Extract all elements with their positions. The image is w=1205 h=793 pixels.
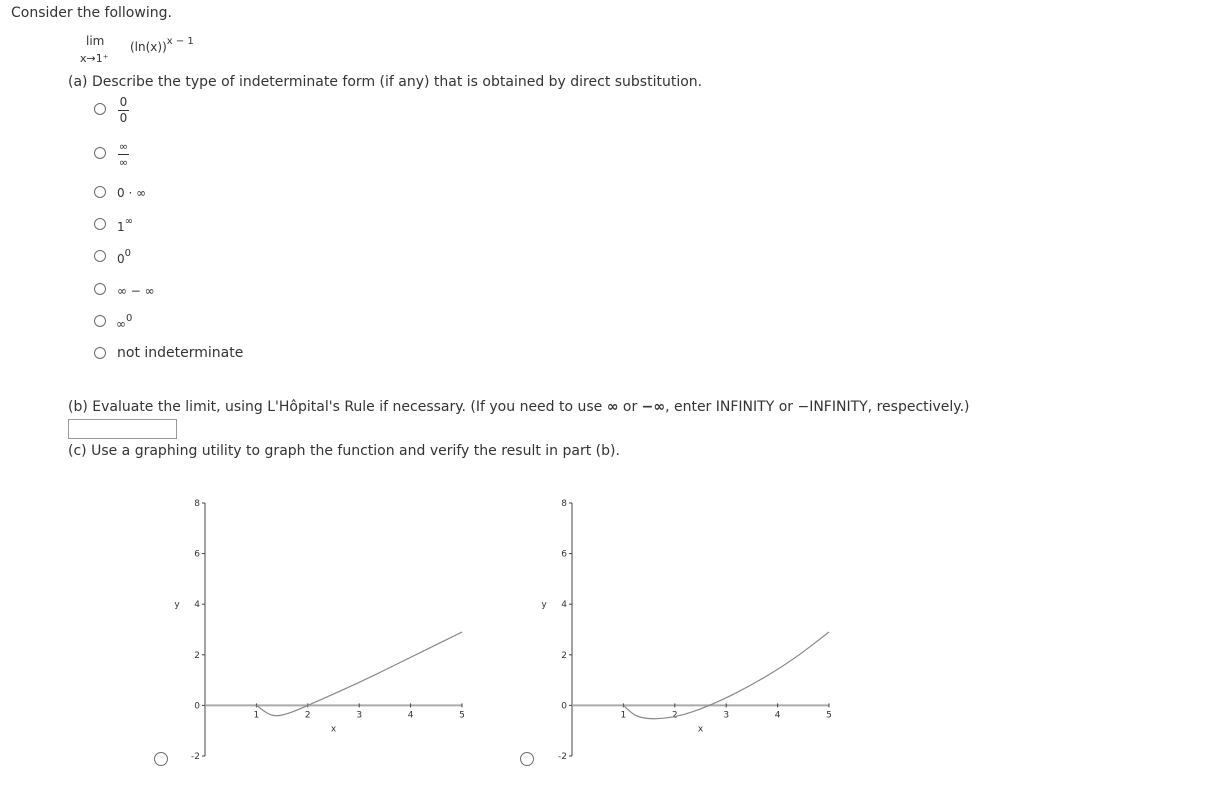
part-b-or: or [618, 399, 642, 415]
graph-option-1-radio[interactable] [154, 752, 168, 766]
x-tick-label: 4 [407, 710, 414, 721]
part-b-text-start: (b) Evaluate the limit, using L'Hôpital's Rule if necessary. (If you need to use [68, 399, 607, 415]
frac-denominator: ∞ [118, 156, 129, 169]
x-tick-label: 3 [356, 710, 363, 721]
option-one-pow-inf-radio[interactable] [94, 218, 106, 230]
part-b-prompt [68, 399, 970, 415]
option-base: 0 [117, 252, 125, 266]
option-exponent: 0 [124, 248, 132, 259]
option-zero-pow-zero-radio[interactable] [94, 250, 106, 262]
y-tick-label: 6 [561, 549, 567, 560]
option-base: ∞ [116, 317, 126, 331]
x-tick-label: 4 [774, 710, 781, 721]
y-tick-label: 0 [561, 701, 567, 712]
x-axis-label: x [330, 724, 337, 735]
x-tick-label: 5 [459, 710, 465, 721]
function-exponent: x − 1 [166, 36, 194, 47]
option-not-indeterminate: not indeterminate [117, 345, 244, 361]
infinity-symbol: ∞ [606, 399, 619, 415]
y-tick-label: 0 [194, 701, 200, 712]
neg-infinity-symbol: −∞ [641, 399, 666, 415]
option-inf-minus-inf: ∞ − ∞ [117, 284, 155, 298]
part-c-prompt: (c) Use a graphing utility to graph the function and verify the result in part (b). [68, 443, 620, 459]
lim-approach: x→1⁺ [80, 52, 109, 65]
option-inf-over-inf-radio[interactable] [94, 147, 106, 159]
x-axis-label: x [697, 724, 704, 735]
x-tick-label: 2 [304, 710, 311, 721]
x-tick-label: 1 [253, 710, 260, 721]
x-tick-label: 5 [826, 710, 832, 721]
option-base: 1 [117, 220, 125, 234]
y-tick-label: 2 [194, 650, 200, 661]
y-axis-label: y [541, 600, 547, 611]
option-inf-pow-zero [116, 315, 132, 331]
x-tick-label: 2 [671, 710, 678, 721]
y-tick-label: 4 [561, 600, 567, 611]
option-zero-pow-zero [117, 250, 131, 266]
intro-text: Consider the following. [11, 5, 172, 21]
y-tick-label: 8 [194, 499, 200, 509]
y-tick-label: -2 [558, 752, 567, 762]
part-b-text-end: , enter INFINITY or −INFINITY, respectively.) [665, 399, 970, 415]
graph-option-2 [532, 490, 842, 770]
option-inf-over-inf [118, 140, 129, 169]
frac-numerator: 0 [119, 95, 128, 109]
frac-denominator: 0 [119, 111, 128, 125]
option-one-pow-inf [117, 218, 133, 234]
option-0-over-0-radio[interactable] [94, 103, 106, 115]
lim-label: lim [86, 34, 105, 48]
function-curve [256, 632, 462, 716]
option-0-over-0 [118, 96, 129, 125]
function-expression [130, 38, 194, 54]
option-inf-minus-inf-radio[interactable] [94, 283, 106, 295]
option-zero-times-inf: 0 · ∞ [117, 186, 147, 200]
y-tick-label: 2 [561, 650, 567, 661]
y-tick-label: 4 [194, 600, 200, 611]
answer-input[interactable] [68, 419, 177, 439]
option-exponent: 0 [126, 313, 133, 324]
graph-option-2-radio[interactable] [520, 752, 534, 766]
function-base: (ln(x)) [130, 40, 167, 54]
y-axis-label: y [174, 600, 180, 611]
y-tick-label: 8 [561, 499, 567, 509]
option-not-indeterminate-radio[interactable] [94, 347, 106, 359]
option-zero-times-inf-radio[interactable] [94, 186, 106, 198]
option-exponent: ∞ [124, 216, 133, 227]
y-tick-label: -2 [191, 752, 200, 762]
frac-numerator: ∞ [118, 140, 129, 153]
part-a-prompt: (a) Describe the type of indeterminate form (if any) that is obtained by direct substitution. [68, 74, 703, 90]
x-tick-label: 3 [723, 710, 730, 721]
graph-option-1 [165, 490, 475, 770]
option-inf-pow-zero-radio[interactable] [94, 315, 106, 327]
y-tick-label: 6 [194, 549, 200, 560]
x-tick-label: 1 [620, 710, 627, 721]
